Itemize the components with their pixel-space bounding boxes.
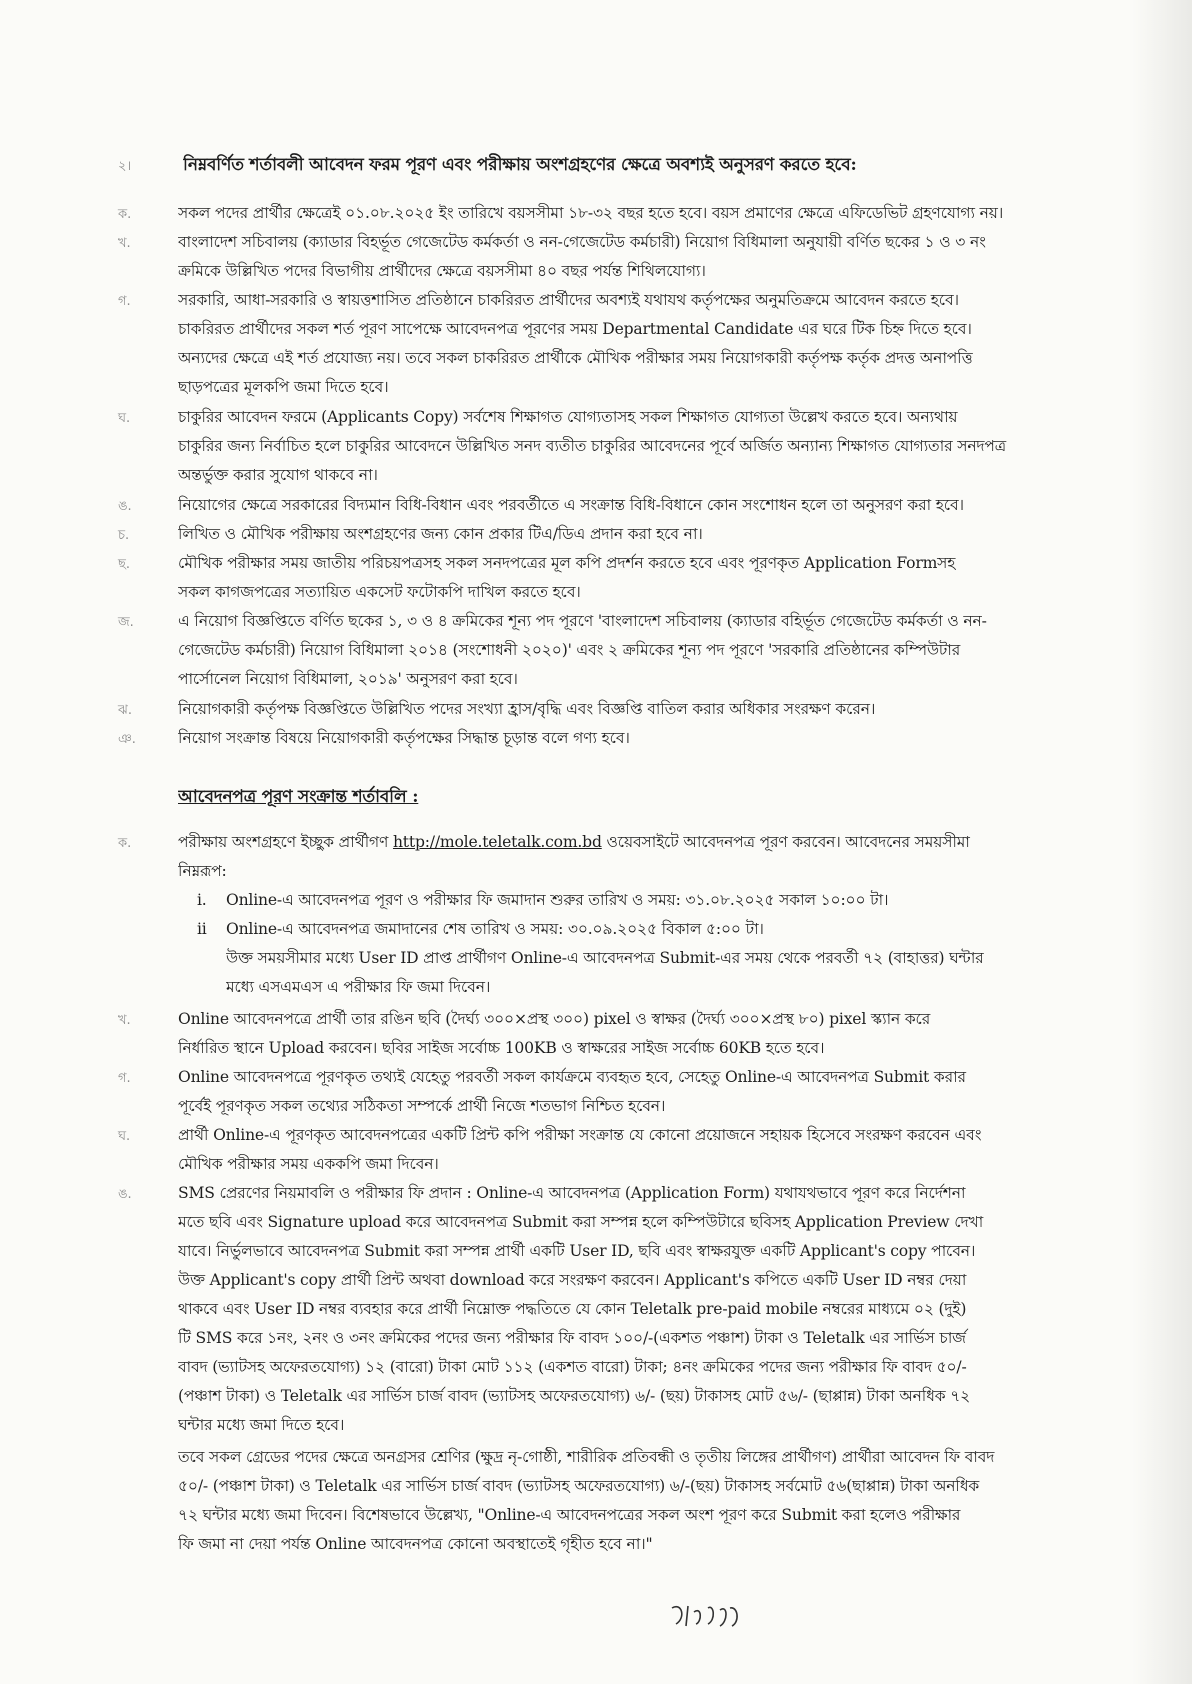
- closing-line: ৭২ ঘন্টার মধ্যে জমা দিবেন। বিশেষভাবে উল্লেখ্য, "Online-এ আবেদনপত্রের সকল অংশ পূরণ করে Submit করা হলেও পরীক্ষার: [178, 1506, 961, 1524]
- condition-marker: ঘ.: [118, 1129, 131, 1144]
- condition-marker: ঘ.: [118, 411, 131, 426]
- condition-line: চাকুরির আবেদন ফরমে (Applicants Copy) সর্বশেষ শিক্ষাগত যোগ্যতাসহ সকল শিক্ষাগত যোগ্যতা উল্লেখ করতে হবে। অন্যথায়: [178, 408, 958, 426]
- condition-line: অন্যদের ক্ষেত্রে এই শর্ত প্রযোজ্য নয়। তবে সকল চাকরিরত প্রার্থীকে মৌখিক পরীক্ষার সময় নিয়োগকারী কর্তৃপক্ষ কর্তৃক প্রদত্ত অনাপত্তি: [178, 349, 973, 367]
- condition-line: টি SMS করে ১নং, ২নং ও ৩নং ক্রমিকের পদের জন্য পরীক্ষার ফি বাবদ ১০০/-(একশত পঞ্চাশ) টাকা ও Teletalk এর সার্ভিস চার্জ: [178, 1329, 966, 1347]
- condition-line: SMS প্রেরণের নিয়মাবলি ও পরীক্ষার ফি প্রদান : Online-এ আবেদনপত্র (Application Form) যথাযথভাবে পূরণ করে নির্দেশনা: [178, 1184, 966, 1202]
- condition-marker: চ.: [118, 528, 130, 543]
- condition-line: উক্ত Applicant's copy প্রার্থী প্রিন্ট অথবা download করে সংরক্ষণ করবেন। Applicant's কপিতে একটি User ID নম্বর দেয়া: [178, 1271, 967, 1289]
- application-heading: আবেদনপত্র পূরণ সংক্রান্ত শর্তাবলি :: [178, 787, 419, 807]
- condition-marker: ঙ.: [118, 1187, 132, 1202]
- condition-line: মতে ছবি এবং Signature upload করে আবেদনপত্র Submit করা সম্পন্ন হলে কম্পিউটারে ছবিসহ Application Preview দেখা: [178, 1213, 984, 1231]
- condition-marker: ঞ.: [118, 732, 136, 747]
- note-line: মধ্যে এসএমএস এ পরীক্ষার ফি জমা দিবেন।: [226, 978, 491, 996]
- condition-line: লিখিত ও মৌখিক পরীক্ষায় অংশগ্রহণের জন্য কোন প্রকার টিএ/ডিএ প্রদান করা হবে না।: [178, 525, 703, 543]
- condition-line: চাকুরির জন্য নির্বাচিত হলে চাকুরির আবেদনে উল্লিখিত সনদ ব্যতীত চাকুরির আবেদনের পূর্বে অর্জিত অন্যান্য শিক্ষাগত যোগ্যতার সনদপত্র: [178, 437, 1007, 455]
- condition-line: এ নিয়োগ বিজ্ঞপ্তিতে বর্ণিত ছকের ১, ৩ ও ৪ ক্রমিকের শূন্য পদ পূরণে 'বাংলাদেশ সচিবালয় (ক্যাডার বহির্ভূত গেজেটেড কর্মকর্তা ও নন-: [178, 612, 987, 630]
- condition-line: পূর্বেই পূরণকৃত সকল তথ্যের সঠিকতা সম্পর্কে প্রার্থী নিজে শতভাগ নিশ্চিত হবেন।: [178, 1097, 666, 1115]
- sub-item-number: i.: [197, 891, 207, 909]
- note-line: উক্ত সময়সীমার মধ্যে User ID প্রাপ্ত প্রার্থীগণ Online-এ আবেদনপত্র Submit-এর সময় থেকে পরবর্তী ৭২ (বাহাত্তর) ঘন্টার: [226, 949, 984, 967]
- condition-marker: জ.: [118, 615, 134, 630]
- condition-line: বাংলাদেশ সচিবালয় (ক্যাডার বিহর্ভূত গেজেটেড কর্মকর্তা ও নন-গেজেটেড কর্মচারী) নিয়োগ বিধিমালা অনুযায়ী বর্ণিত ছকের ১ ও ৩ নং: [178, 233, 986, 251]
- main-heading: নিম্নবর্ণিত শর্তাবলী আবেদন ফরম পূরণ এবং পরীক্ষায় অংশগ্রহণের ক্ষেত্রে অবশ্যই অনুসরণ করতে হবে:: [183, 155, 857, 175]
- condition-line: ছাড়পত্রের মূলকপি জমা দিতে হবে।: [178, 378, 389, 396]
- condition-line: নিম্নরূপ:: [178, 862, 227, 880]
- condition-marker: ক.: [118, 207, 132, 222]
- condition-line: নিয়োগকারী কর্তৃপক্ষ বিজ্ঞপ্তিতে উল্লিখিত পদের সংখ্যা হ্রাস/বৃদ্ধি এবং বিজ্ঞপ্তি বাতিল করার অধিকার সংরক্ষণ করেন।: [178, 700, 876, 718]
- sub-item-text: Online-এ আবেদনপত্র পূরণ ও পরীক্ষার ফি জমাদান শুরুর তারিখ ও সময়: ৩১.০৮.২০২৫ সকাল ১০:০০ টা।: [226, 891, 889, 909]
- condition-line: (পঞ্চাশ টাকা) ও Teletalk এর সার্ভিস চার্জ বাবদ (ভ্যাটসহ অফেরতযোগ্য) ৬/- (ছয়) টাকাসহ মোট ৫৬/- (ছাপ্পান্ন) টাকা অনধিক ৭২: [178, 1387, 971, 1405]
- condition-marker: ক.: [118, 836, 132, 851]
- condition-marker: ছ.: [118, 557, 131, 572]
- condition-line: Online আবেদনপত্রে পূরণকৃত তথ্যই যেহেতু পরবর্তী সকল কার্যক্রমে ব্যবহৃত হবে, সেহেতু Online-এ আবেদনপত্র Submit করার: [178, 1068, 966, 1086]
- condition-line: যাবে। নির্ভুলভাবে আবেদনপত্র Submit করা সম্পন্ন প্রার্থী একটি User ID, ছবি এবং স্বাক্ষরযুক্ত একটি Applicant's copy পাবেন।: [178, 1242, 976, 1260]
- handwritten-signature: [668, 1598, 748, 1632]
- condition-line: অন্তর্ভুক্ত করার সুযোগ থাকবে না।: [178, 466, 378, 484]
- condition-line: চাকরিরত প্রার্থীদের সকল শর্ত পূরণ সাপেক্ষে আবেদনপত্র পূরণের সময় Departmental Candidate এর ঘরে টিক চিহ্ন দিতে হবে।: [178, 320, 972, 338]
- condition-line: মৌখিক পরীক্ষার সময় জাতীয় পরিচয়পত্রসহ সকল সনদপত্রের মূল কপি প্রদর্শন করতে হবে এবং পূরণকৃত Application Formসহ: [178, 554, 956, 572]
- condition-line: নিয়োগ সংক্রান্ত বিষয়ে নিয়োগকারী কর্তৃপক্ষের সিদ্ধান্ত চূড়ান্ত বলে গণ্য হবে।: [178, 729, 630, 747]
- condition-line: থাকবে এবং User ID নম্বর ব্যবহার করে প্রার্থী নিম্নোক্ত পদ্ধতিতে যে কোন Teletalk pre-paid mobile নম্বরের মাধ্যমে ০২ (দুই): [178, 1300, 967, 1318]
- condition-line: বাবদ (ভ্যাটসহ অফেরতযোগ্য) ১২ (বারো) টাকা মোট ১১২ (একশত বারো) টাকা; ৪নং ক্রমিকের পদের জন্য পরীক্ষার ফি বাবদ ৫০/-: [178, 1358, 967, 1376]
- condition-marker: খ.: [118, 1013, 131, 1028]
- closing-line: ফি জমা না দেয়া পর্যন্ত Online আবেদনপত্র কোনো অবস্থাতেই গৃহীত হবে না।": [178, 1535, 653, 1553]
- condition-line: পার্সোনেল নিয়োগ বিধিমালা, ২০১৯' অনুসরণ করা হবে।: [178, 670, 518, 688]
- condition-marker: গ.: [118, 1071, 131, 1086]
- condition-line: [178, 829, 1158, 855]
- condition-marker: গ.: [118, 294, 131, 309]
- condition-line: সকল পদের প্রার্থীর ক্ষেত্রেই ০১.০৮.২০২৫ ইং তারিখে বয়সসীমা ১৮-৩২ বছর হতে হবে। বয়স প্রমাণের ক্ষেত্রে এফিডেভিট গ্রহণযোগ্য নয়।: [178, 204, 1004, 222]
- condition-line: সকল কাগজপত্রের সত্যায়িত একসেট ফটোকপি দাখিল করতে হবে।: [178, 583, 581, 601]
- closing-line: ৫০/- (পঞ্চাশ টাকা) ও Teletalk এর সার্ভিস চার্জ বাবদ (ভ্যাটসহ অফেরতযোগ্য) ৬/-(ছয়) টাকাসহ সর্বমোট ৫৬(ছাপ্পান্ন) টাকা অনধিক: [178, 1477, 980, 1495]
- sub-item-text: Online-এ আবেদনপত্র জমাদানের শেষ তারিখ ও সময়: ৩০.০৯.২০২৫ বিকাল ৫:০০ টা।: [226, 920, 764, 938]
- condition-line: ঘন্টার মধ্যে জমা দিতে হবে।: [178, 1416, 345, 1434]
- condition-line: Online আবেদনপত্রে প্রার্থী তার রঙিন ছবি (দৈর্ঘ্য ৩০০×প্রস্থ ৩০০) pixel ও স্বাক্ষর (দৈর্ঘ্য ৩০০×প্রস্থ ৮০) pixel স্ক্যান করে: [178, 1010, 931, 1028]
- closing-line: তবে সকল গ্রেডের পদের ক্ষেত্রে অনগ্রসর শ্রেণির (ক্ষুদ্র নৃ-গোষ্ঠী, শারীরিক প্রতিবন্ধী ও তৃতীয় লিঙ্গের প্রার্থীগণ) প্রার্থীরা আবেদন ফি বাবদ: [178, 1448, 995, 1466]
- condition-line: গেজেটেড কর্মচারী) নিয়োগ বিধিমালা ২০১৪ (সংশোধনী ২০২০)' এবং ২ ক্রমিকের শূন্য পদ পূরণে 'সরকারি প্রতিষ্ঠানের কম্পিউটার: [178, 641, 961, 659]
- condition-line: নির্ধারিত স্থানে Upload করবেন। ছবির সাইজ সর্বোচ্চ 100KB ও স্বাক্ষরের সাইজ সর্বোচ্চ 60KB হতে হবে।: [178, 1039, 825, 1057]
- website-link[interactable]: http://mole.teletalk.com.bd: [392, 833, 602, 851]
- condition-line: নিয়োগের ক্ষেত্রে সরকারের বিদ্যমান বিধি-বিধান এবং পরবর্তীতে এ সংক্রান্ত বিধি-বিধানে কোন সংশোধন হলে তা অনুসরণ করা হবে।: [178, 496, 964, 514]
- condition-marker: ঝ.: [118, 703, 132, 718]
- condition-marker: খ.: [118, 236, 131, 251]
- condition-line: প্রার্থী Online-এ পূরণকৃত আবেদনপত্রের একটি প্রিন্ট কপি পরীক্ষা সংক্রান্ত যে কোনো প্রয়োজনে সহায়ক হিসেবে সংরক্ষণ করবেন এবং: [178, 1126, 982, 1144]
- condition-marker: ঙ.: [118, 499, 132, 514]
- condition-text: পরীক্ষায় অংশগ্রহণে ইচ্ছুক প্রার্থীগণ: [178, 833, 393, 851]
- condition-line: মৌখিক পরীক্ষার সময় এককপি জমা দিবেন।: [178, 1155, 439, 1173]
- condition-line: ক্রমিকে উল্লিখিত পদের বিভাগীয় প্রার্থীদের ক্ষেত্রে বয়সসীমা ৪০ বছর পর্যন্ত শিথিলযোগ্য।: [178, 262, 706, 280]
- condition-text: ওয়েবসাইটে আবেদনপত্র পূরণ করবেন। আবেদনের সময়সীমা: [601, 833, 970, 851]
- condition-line: সরকারি, আধা-সরকারি ও স্বায়ত্তশাসিত প্রতিষ্ঠানে চাকরিরত প্রার্থীদের অবশ্যই যথাযথ কর্তৃপক্ষের অনুমতিক্রমে আবেদন করতে হবে।: [178, 291, 959, 309]
- sub-item-number: ii: [197, 920, 207, 938]
- section-number: ২।: [118, 159, 132, 174]
